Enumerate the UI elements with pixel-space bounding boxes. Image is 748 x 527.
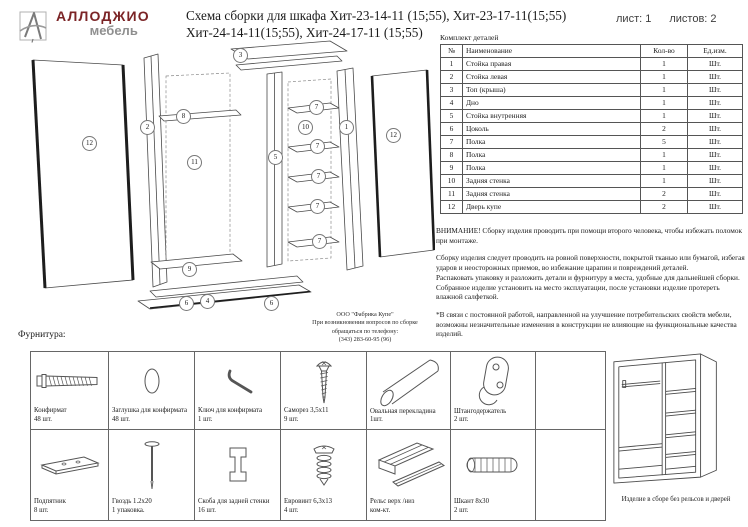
factory-name: ООО "Фабрика Купе" <box>336 311 394 318</box>
hardware-cell <box>31 430 109 521</box>
table-row: 7 Полка 5 Шт. <box>441 136 743 149</box>
factory-contact-note: ООО "Фабрика Купе" При возникновении вопросов по сборке обращаться по телефону: (343) 283-60-95 (96) <box>285 311 445 344</box>
parts-table-body <box>441 58 743 214</box>
sheets-total: листов: 2 <box>669 13 717 25</box>
col-qty: Кол-во <box>641 45 688 58</box>
hardware-name: Шкант 8х30 <box>454 498 489 506</box>
hardware-cell <box>451 430 536 521</box>
hardware-cell <box>281 430 367 521</box>
hardware-qty: 4 шт. <box>284 506 299 514</box>
sheet-number: лист: 1 <box>616 13 652 25</box>
disclaimer-note: *В связи с постоянной работой, направленной на улучшение потребительских свойств мебели, возможны незначительные изменения в конструкции не влияющие на функциональные качества изделий. <box>436 309 737 339</box>
hardware-name: Скоба для задней стенки <box>198 498 270 506</box>
hardware-cell <box>281 352 367 430</box>
hardware-cell <box>367 430 451 521</box>
assembled-product <box>606 350 746 503</box>
hardware-qty: 9 шт. <box>284 415 299 423</box>
part-callout: 12 <box>82 136 97 151</box>
hardware-name: Овальная перекладина <box>370 408 436 415</box>
hardware-cell <box>451 352 536 430</box>
col-unit: Ед.изм. <box>688 45 743 58</box>
part-callout: 11 <box>187 155 202 170</box>
hardware-qty: 48 шт. <box>34 415 52 423</box>
hardware-qty: 1 шт. <box>198 415 213 423</box>
assembled-wardrobe-drawing <box>606 350 739 488</box>
part-callout: 7 <box>311 169 326 184</box>
oval-rail-icon <box>367 352 450 408</box>
hardware-cell-empty <box>536 430 606 521</box>
table-row: 11 Задняя стенка 2 Шт. <box>441 188 743 201</box>
rail-holder-icon <box>451 352 535 408</box>
hardware-qty: ком-кт. <box>370 506 391 514</box>
exploded-diagram <box>15 40 435 350</box>
hardware-name: Подпятник <box>34 498 66 506</box>
screw-icon <box>281 352 366 407</box>
part-callout: 6 <box>264 296 279 311</box>
table-header-row <box>441 45 743 58</box>
page-title <box>186 8 596 42</box>
hardware-qty: 2 шт. <box>454 506 469 514</box>
dowel-icon <box>451 430 535 498</box>
hardware-cell <box>31 352 109 430</box>
table-row: 10 Задняя стенка 1 Шт. <box>441 175 743 188</box>
hardware-name: Штангодержатель <box>454 408 507 415</box>
confirmat-screw-icon <box>31 352 108 407</box>
hardware-qty: 48 шт. <box>112 415 130 423</box>
part-callout: 6 <box>179 296 194 311</box>
hardware-qty: 8 шт. <box>34 506 49 514</box>
title-line-2: Хит-24-14-11(15;55), Хит-24-17-11 (15;55) <box>186 24 423 40</box>
hardware-cell-empty <box>536 352 606 430</box>
hardware-name: Заглушка для конфирмата <box>112 407 187 415</box>
brand-subtitle: мебель <box>89 23 138 39</box>
hardware-qty: 1шт. <box>370 416 383 424</box>
table-row: 2 Стойка левая 1 Шт. <box>441 71 743 84</box>
hardware-qty: 2 шт. <box>454 416 469 424</box>
cap-icon <box>109 352 194 407</box>
hardware-qty: 1 упаковка. <box>112 506 145 514</box>
part-callout: 7 <box>310 199 325 214</box>
part-callout: 10 <box>298 120 313 135</box>
col-name: Наименование <box>463 45 641 58</box>
hardware-name: Конфирмат <box>34 407 67 415</box>
table-row: 3 Топ (крыша) 1 Шт. <box>441 84 743 97</box>
parts-table <box>440 44 743 214</box>
part-callout: 9 <box>182 262 197 277</box>
part-callout: 2 <box>140 120 155 135</box>
warning-note: ВНИМАНИЕ! Сборку изделия проводить при помощи второго человека, чтобы избежать поломок при монтаже. <box>436 226 743 245</box>
part-callout: 1 <box>339 120 354 135</box>
hardware-name: Ключ для конфирмата <box>198 407 263 415</box>
hardware-cell <box>195 430 281 521</box>
rail-profile-icon <box>367 430 450 498</box>
hex-key-icon <box>195 352 280 407</box>
table-row: 12 Дверь купе 2 Шт. <box>441 201 743 214</box>
hardware-name: Рельс верх /низ <box>370 498 415 506</box>
nail-icon <box>109 430 194 498</box>
table-row: 6 Цоколь 2 Шт. <box>441 123 743 136</box>
part-callout: 7 <box>312 234 327 249</box>
part-callout: 4 <box>200 294 215 309</box>
part-callout: 5 <box>268 150 283 165</box>
factory-phone: (343) 283-60-95 (96) <box>338 336 392 344</box>
hardware-name: Евровинт 6,3х13 <box>284 498 333 506</box>
hardware-qty: 16 шт. <box>198 506 216 514</box>
hardware-cell <box>367 352 451 430</box>
part-callout: 7 <box>309 100 324 115</box>
part-callout: 3 <box>233 48 248 63</box>
table-row: 8 Полка 1 Шт. <box>441 149 743 162</box>
table-row: 9 Полка 1 Шт. <box>441 162 743 175</box>
hardware-section-label: Фурнитура: <box>18 330 66 340</box>
hardware-name: Саморез 3,5х11 <box>284 407 329 415</box>
parts-table-caption: Комплект деталей <box>440 33 499 42</box>
part-callout: 8 <box>176 109 191 124</box>
assembly-note: Сборку изделия следует проводить на ровной поверхности, покрытой тканью или бумагой, избегая ударов и неосторожных приемов, во избежание царапин и повреждений деталей. Распаковать упаковку и разложить детали и фурнитуру в места, удобные для дальнейшей сборки. Собранное изделие установить на место эксплуатации, после установки изделие протереть влажной салфеткой. <box>436 253 745 302</box>
footpad-icon <box>31 430 108 498</box>
hardware-cell <box>195 352 281 430</box>
sheet-info <box>616 13 717 25</box>
bracket-icon <box>195 430 280 498</box>
col-number: № <box>441 45 463 58</box>
title-line-1: Схема сборки для шкафа Хит-23-14-11 (15;55), Хит-23-17-11(15;55) <box>186 8 567 23</box>
part-callout: 7 <box>310 139 325 154</box>
hardware-name: Гвоздь 1.2х20 <box>112 498 152 506</box>
table-row: 1 Стойка правая 1 Шт. <box>441 58 743 71</box>
brand-name: АЛЛОДЖИО <box>56 8 150 24</box>
hardware-cell <box>109 430 195 521</box>
part-callout: 12 <box>386 128 401 143</box>
assembled-caption: Изделие в сборе без рельсов и дверей <box>621 496 731 503</box>
table-row: 4 Дно 1 Шт. <box>441 97 743 110</box>
table-row: 5 Стойка внутренняя 1 Шт. <box>441 110 743 123</box>
assembly-notes <box>436 226 745 347</box>
hardware-cell <box>109 352 195 430</box>
hardware-grid <box>30 351 606 521</box>
euroscrew-icon <box>281 430 366 498</box>
